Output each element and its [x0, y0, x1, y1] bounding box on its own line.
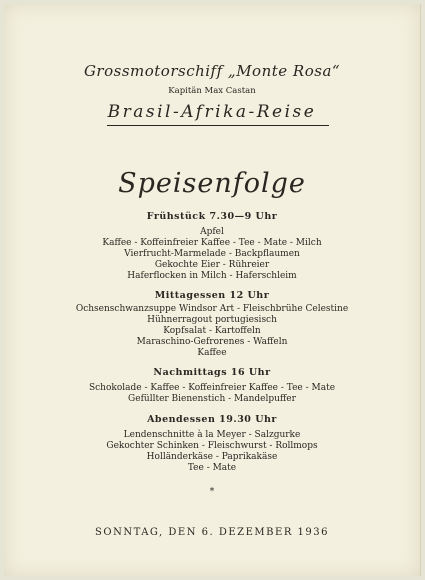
- menu-item: Gekochter Schinken - Fleischwurst - Rollmops: [106, 441, 318, 451]
- voyage-route: Brasil-Afrika-Reise: [107, 102, 317, 122]
- menu-item: Lendenschnitte à la Meyer - Salzgurke: [123, 430, 301, 440]
- menu-item: Holländerkäse - Paprikakäse: [146, 452, 278, 462]
- menu-title: Speisenfolge: [118, 168, 306, 199]
- menu-item: Gekochte Eier - Rühreier: [154, 260, 270, 270]
- menu-item: Ochsenschwanzsuppe Windsor Art - Fleischbrühe Celestine: [75, 304, 349, 314]
- captain-name: Kapitän Max Castan: [168, 86, 256, 96]
- menu-item: Maraschino-Gefrorenes - Waffeln: [136, 337, 288, 347]
- meal-heading-dinner: Abendessen 19.30 Uhr: [147, 414, 277, 425]
- separator-star: *: [209, 487, 215, 497]
- menu-item: Tee - Mate: [187, 463, 237, 473]
- menu-item: Hühnerragout portugiesisch: [147, 315, 277, 325]
- menu-item: Schokolade - Kaffee - Koffeinfreier Kaffee - Tee - Mate: [88, 383, 336, 393]
- meal-heading-breakfast: Frühstück 7.30—9 Uhr: [146, 211, 278, 222]
- menu-item: Apfel: [200, 227, 224, 237]
- menu-item: Kaffee: [197, 348, 227, 358]
- menu-date: SONNTAG, DEN 6. DEZEMBER 1936: [95, 527, 329, 538]
- menu-item: Kopfsalat - Kartoffeln: [163, 326, 261, 336]
- menu-item: Gefüllter Bienenstich - Mandelpuffer: [128, 394, 296, 404]
- menu-card: [4, 4, 421, 576]
- route-underline: [107, 125, 329, 126]
- menu-item: Haferflocken in Milch - Haferschleim: [127, 271, 297, 281]
- meal-heading-afternoon: Nachmittags 16 Uhr: [153, 367, 271, 378]
- meal-heading-lunch: Mittagessen 12 Uhr: [154, 290, 270, 301]
- menu-item: Vierfrucht-Marmelade - Backpflaumen: [124, 249, 300, 259]
- ship-name: Grossmotorschiff „Monte Rosa“: [83, 62, 341, 80]
- menu-item: Kaffee - Koffeinfreier Kaffee - Tee - Mate - Milch: [102, 238, 322, 248]
